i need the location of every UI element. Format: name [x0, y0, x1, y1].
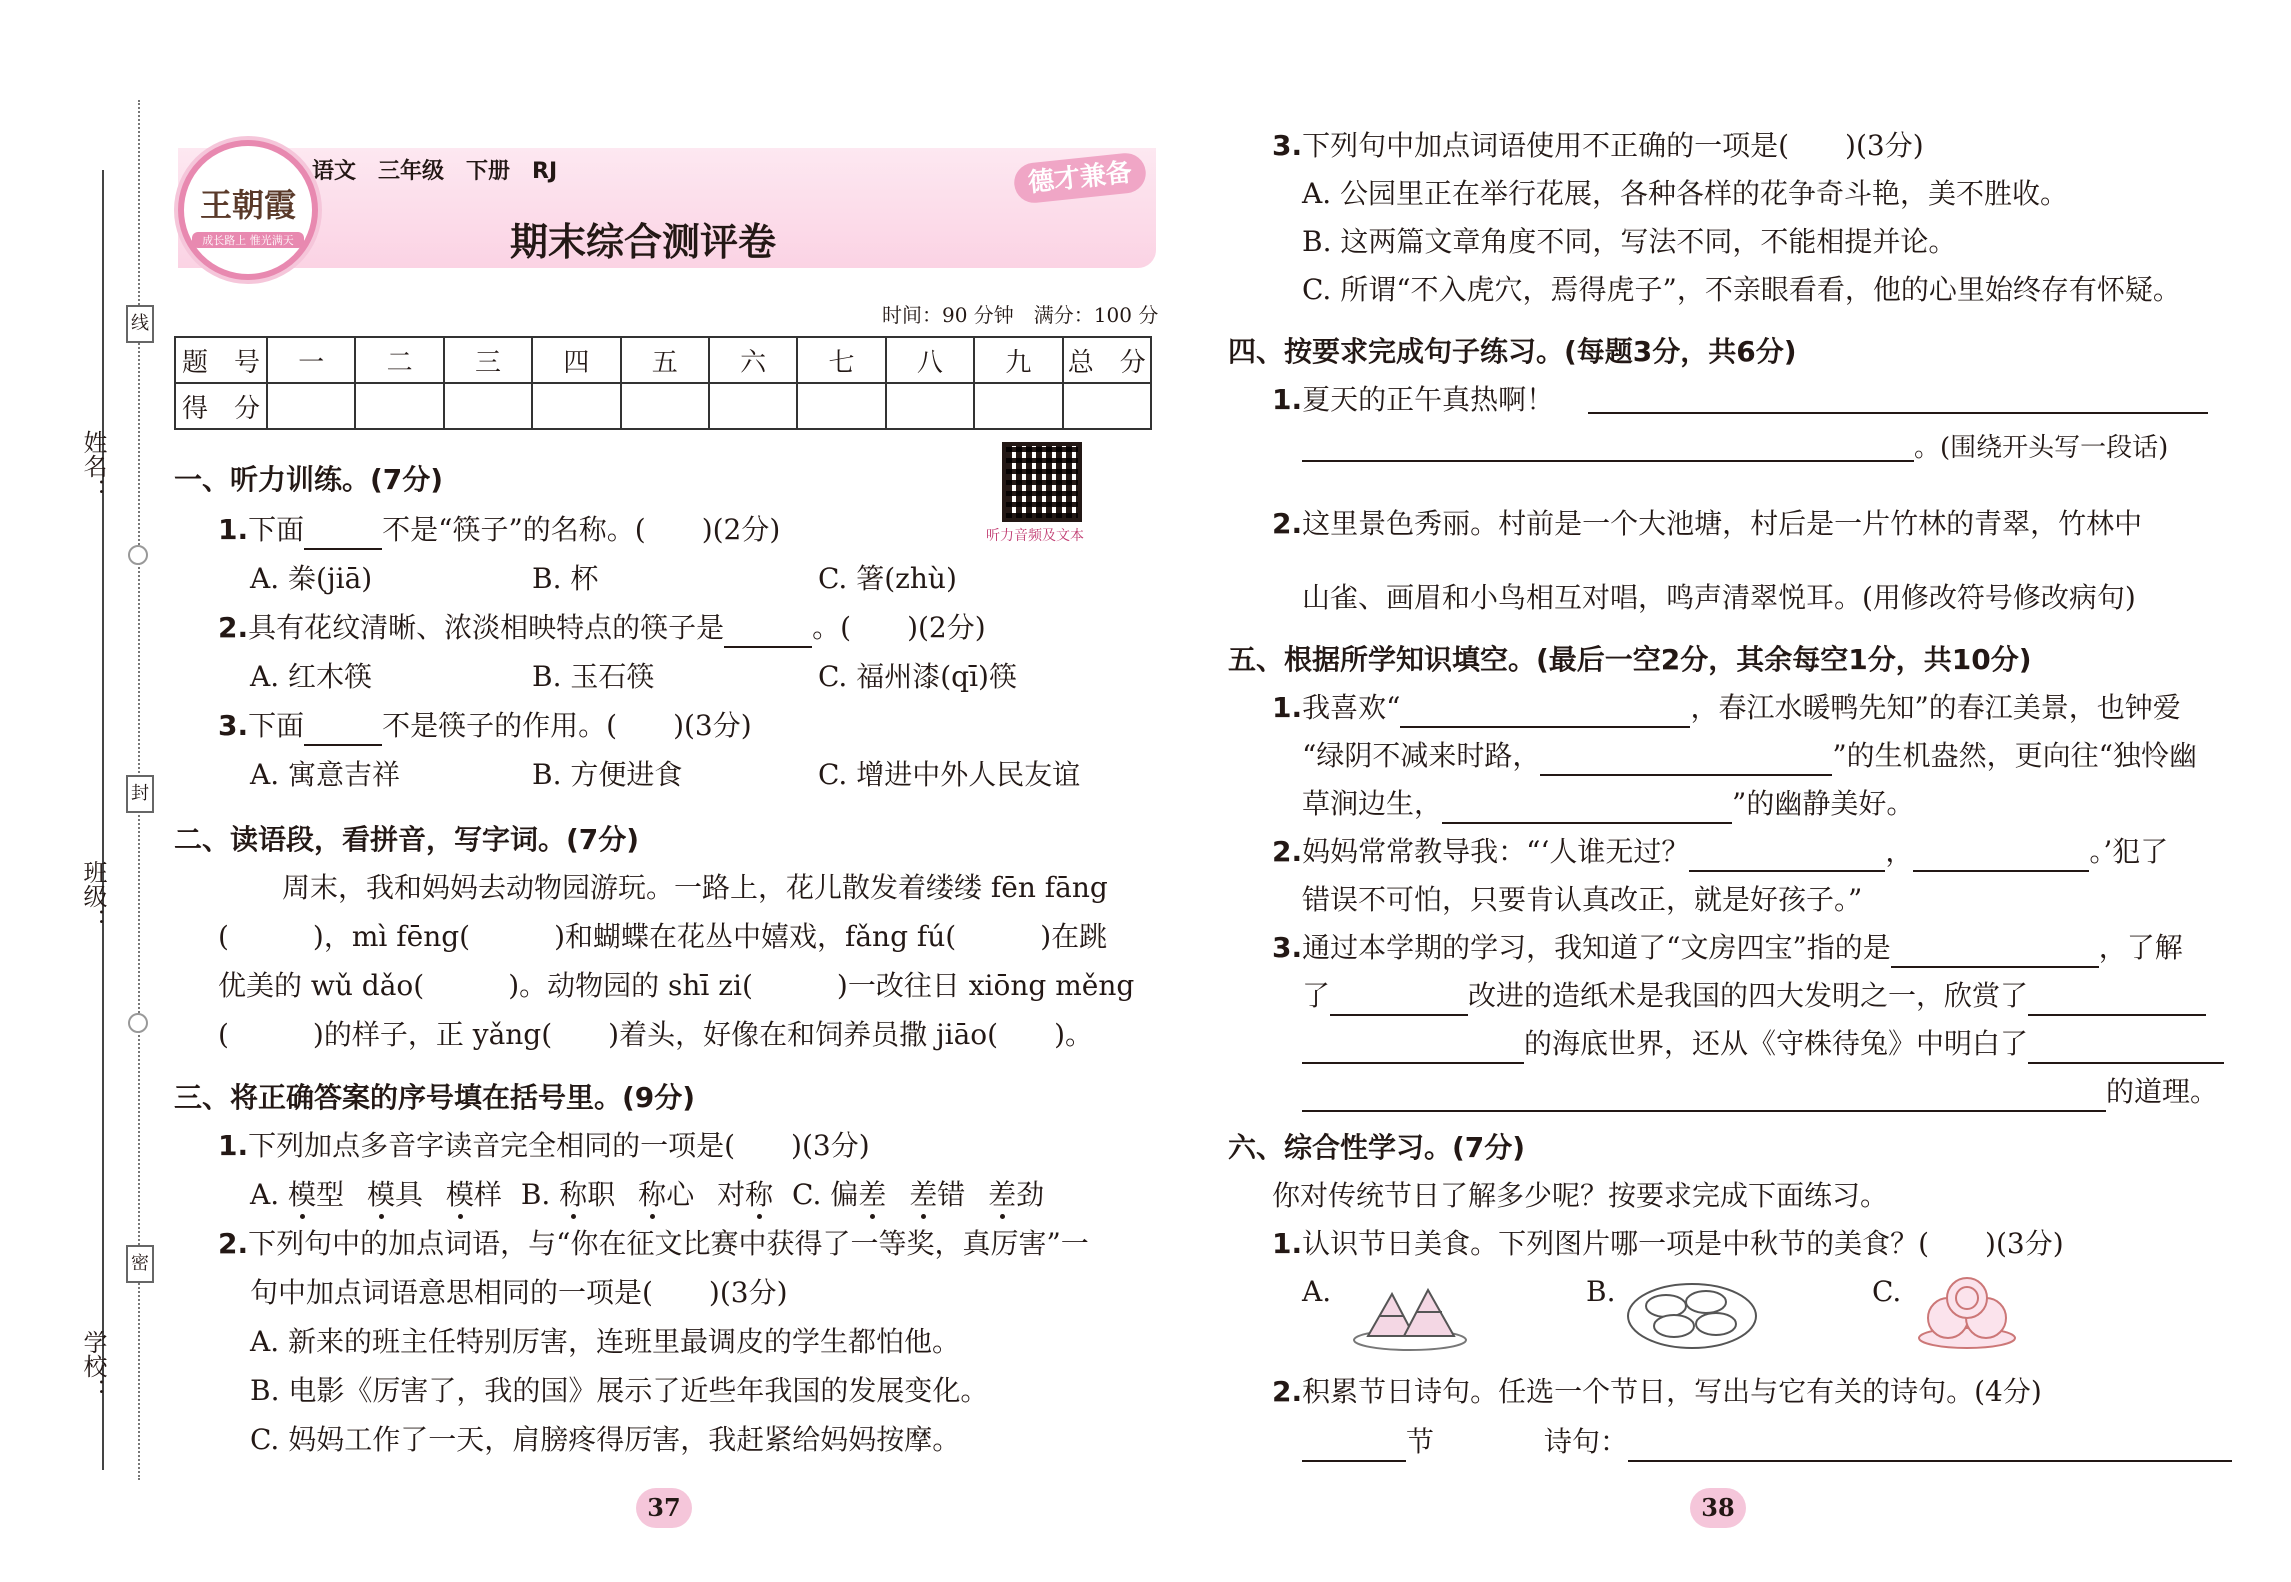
s4-q1: 1.夏天的正午真热啊！ [1272, 383, 1555, 416]
s1-q3: 3.下面 不是筷子的作用。( )(3分) [218, 706, 752, 746]
s6-q1-c-label: C. [1872, 1275, 1902, 1308]
s2-line-2: ( )，mì fēng( )和蝴蝶在花丛中嬉戏，fǎng fú( )在跳 [218, 920, 1108, 953]
s3-q2-a: A. 新来的班主任特别厉害，连班里最调皮的学生都怕他。 [250, 1325, 961, 1358]
brand-logo [178, 140, 318, 280]
score-cell[interactable] [355, 383, 443, 429]
mooncakes-illustration[interactable] [1912, 1272, 2022, 1352]
s6-q2: 2.积累节日诗句。任选一个节日，写出与它有关的诗句。(4分) [1272, 1375, 2042, 1408]
s6-q2-answer: 节 诗句： [1302, 1422, 2232, 1462]
s3-q2-line-2: 句中加点词语意思相同的一项是( )(3分) [250, 1276, 788, 1309]
answer-blank[interactable] [1302, 1082, 2106, 1112]
answer-blank[interactable] [1302, 1034, 1524, 1064]
score-row-label: 题 号 [175, 337, 267, 383]
score-col: 七 [797, 337, 885, 383]
score-row-label: 得 分 [175, 383, 267, 429]
section-4-title: 四、按要求完成句子练习。(每题3分，共6分) [1228, 335, 1797, 368]
s3-q1-options: A. 模型 模具 模样 B. 称职 称心 对称 C. 偏差 差错 差劲 [250, 1178, 1045, 1211]
s5-q3-line-3: 的海底世界，还从《守株待兔》中明白了 [1302, 1024, 2224, 1064]
score-col: 二 [355, 337, 443, 383]
s1-q1-a: A. 桊(jiā) [250, 562, 373, 595]
score-cell[interactable] [709, 383, 797, 429]
section-5-title: 五、根据所学知识填空。(最后一空2分，其余每空1分，共10分) [1228, 643, 2032, 676]
binding-hole-1 [128, 545, 148, 565]
score-col: 总 分 [1063, 337, 1151, 383]
dumplings-illustration[interactable] [1624, 1276, 1760, 1352]
s3-q1: 1.下列加点多音字读音完全相同的一项是( )(3分) [218, 1129, 870, 1162]
page-number-left: 37 [636, 1488, 692, 1528]
s1-q1-b: B. 杯 [532, 562, 599, 595]
s2-line-3: 优美的 wǔ dǎo( )。动物园的 shī zi( )一改往日 xiōng měng [218, 969, 1135, 1002]
score-col: 九 [974, 337, 1062, 383]
s1-q2-a: A. 红木筷 [250, 660, 373, 693]
time-info: 时间：90 分钟 满分：100 分 [882, 303, 1159, 327]
s1-q1: 1.下面 不是“筷子”的名称。( )(2分) [218, 510, 780, 550]
score-cell[interactable] [886, 383, 974, 429]
s1-q2-c: C. 福州漆(qī)筷 [818, 660, 1017, 693]
s3-q2-line-1: 2.下列句中的加点词语，与“你在征文比赛中获得了一等奖，真厉害”一 [218, 1227, 1089, 1260]
s6-q1-a-label: A. [1302, 1275, 1332, 1308]
answer-blank[interactable] [1330, 986, 1468, 1016]
s1-q2-b: B. 玉石筷 [532, 660, 655, 693]
section-3-title: 三、将正确答案的序号填在括号里。(9分) [174, 1081, 696, 1114]
answer-blank[interactable] [1400, 698, 1690, 728]
qr-caption: 听力音频及文本 [986, 528, 1084, 544]
page-title: 期末综合测评卷 [510, 220, 777, 264]
binding-mark-close: 密 [126, 1245, 154, 1283]
score-col: 一 [267, 337, 355, 383]
school-label: 学校： [79, 1330, 107, 1402]
answer-blank[interactable] [304, 716, 382, 746]
score-cell[interactable] [1063, 383, 1151, 429]
s1-q3-b: B. 方便进食 [532, 758, 683, 791]
score-col: 三 [444, 337, 532, 383]
answer-blank[interactable] [1689, 842, 1885, 872]
score-col: 六 [709, 337, 797, 383]
answer-blank[interactable] [724, 618, 812, 648]
score-col: 五 [621, 337, 709, 383]
s5-q3-line-2: 了 改进的造纸术是我国的四大发明之一，欣赏了 [1302, 976, 2206, 1016]
answer-blank[interactable] [304, 520, 382, 550]
qr-code[interactable] [1002, 442, 1082, 522]
s2-line-1: 周末，我和妈妈去动物园游玩。一路上，花儿散发着缕缕 fēn fāng [282, 871, 1108, 904]
section-2-title: 二、读语段，看拼音，写字词。(7分) [174, 823, 640, 856]
binding-mark-line: 线 [126, 305, 154, 343]
brand-name: 王朝霞 [199, 186, 296, 224]
brand-slogan: 成长路上 惟光满天 [192, 232, 304, 248]
answer-blank[interactable] [1891, 938, 2099, 968]
score-col: 八 [886, 337, 974, 383]
s4-q2-line-1: 2.这里景色秀丽。村前是一个大池塘，村后是一片竹林的青翠，竹林中 [1272, 507, 2143, 540]
binding-mark-seal: 封 [126, 775, 154, 813]
s3-q3-c: C. 所谓“不入虎穴，焉得虎子”，不亲眼看看，他的心里始终存有怀疑。 [1302, 273, 2181, 306]
answer-line[interactable] [1302, 460, 1914, 462]
binding-solid-line [102, 170, 104, 1470]
s1-q2: 2.具有花纹清晰、浓淡相映特点的筷子是 。( )(2分) [218, 608, 986, 648]
zongzi-illustration[interactable] [1350, 1276, 1470, 1352]
s3-q2-c: C. 妈妈工作了一天，肩膀疼得厉害，我赶紧给妈妈按摩。 [250, 1423, 961, 1456]
s4-q1-note: 。(围绕开头写一段话) [1914, 433, 2169, 463]
name-label: 姓名： [79, 430, 107, 502]
score-cell[interactable] [532, 383, 620, 429]
s5-q1-line-3: 草涧边生， ”的幽静美好。 [1302, 784, 1914, 824]
s5-q3-line-4: 的道理。 [1302, 1072, 2218, 1112]
score-cell[interactable] [267, 383, 355, 429]
badge: 德才兼备 [1012, 151, 1147, 205]
s6-q1-b-label: B. [1586, 1275, 1616, 1308]
answer-blank[interactable] [2028, 986, 2206, 1016]
score-table [174, 336, 1152, 430]
s3-q3-a: A. 公园里正在举行花展，各种各样的花争奇斗艳，美不胜收。 [1302, 177, 2069, 210]
s6-q1: 1.认识节日美食。下列图片哪一项是中秋节的美食？( )(3分) [1272, 1227, 2064, 1260]
subject-info: 语文 三年级 下册 RJ [312, 159, 558, 184]
section-1-title: 一、听力训练。(7分) [174, 463, 444, 496]
answer-line[interactable] [1588, 412, 2208, 414]
s1-q3-a: A. 寓意吉祥 [250, 758, 401, 791]
class-label: 班级： [79, 860, 107, 932]
s2-line-4: ( )的样子，正 yǎng( )着头，好像在和饲养员撒 jiāo( )。 [218, 1018, 1094, 1051]
score-cell[interactable] [444, 383, 532, 429]
score-cell[interactable] [797, 383, 885, 429]
section-6-title: 六、综合性学习。(7分) [1228, 1131, 1526, 1164]
s5-q2-line-2: 错误不可怕，只要肯认真改正，就是好孩子。” [1302, 883, 1863, 916]
festival-blank[interactable] [1302, 1432, 1406, 1462]
answer-blank[interactable] [1540, 746, 1832, 776]
answer-blank[interactable] [1913, 842, 2089, 872]
score-cell[interactable] [974, 383, 1062, 429]
s1-q1-c: C. 箸(zhù) [818, 562, 957, 595]
score-cell[interactable] [621, 383, 709, 429]
s3-q3-b: B. 这两篇文章角度不同，写法不同，不能相提并论。 [1302, 225, 1957, 258]
s1-q3-c: C. 增进中外人民友谊 [818, 758, 1081, 791]
score-col: 四 [532, 337, 620, 383]
poem-blank[interactable] [1628, 1432, 2232, 1462]
s5-q1-line-1: 1.我喜欢“ ，春江水暖鸭先知”的春江美景，也钟爱 [1272, 688, 2181, 728]
answer-blank[interactable] [1442, 794, 1732, 824]
page-number-right: 38 [1690, 1488, 1746, 1528]
s6-intro: 你对传统节日了解多少呢？按要求完成下面练习。 [1272, 1179, 1889, 1212]
s5-q2-line-1: 2.妈妈常常教导我：“‘人谁无过？ ， 。’犯了 [1272, 832, 2168, 872]
s3-q3: 3.下列句中加点词语使用不正确的一项是( )(3分) [1272, 129, 1924, 162]
binding-hole-2 [128, 1013, 148, 1033]
s5-q1-line-2: “绿阴不减来时路， ”的生机盎然，更向往“独怜幽 [1302, 736, 2197, 776]
s4-q2-line-2: 山雀、画眉和小鸟相互对唱，鸣声清翠悦耳。(用修改符号修改病句) [1302, 581, 2136, 614]
s3-q2-b: B. 电影《厉害了，我的国》展示了近些年我国的发展变化。 [250, 1374, 989, 1407]
answer-blank[interactable] [2028, 1034, 2224, 1064]
s5-q3-line-1: 3.通过本学期的学习，我知道了“文房四宝”指的是 ，了解 [1272, 928, 2183, 968]
